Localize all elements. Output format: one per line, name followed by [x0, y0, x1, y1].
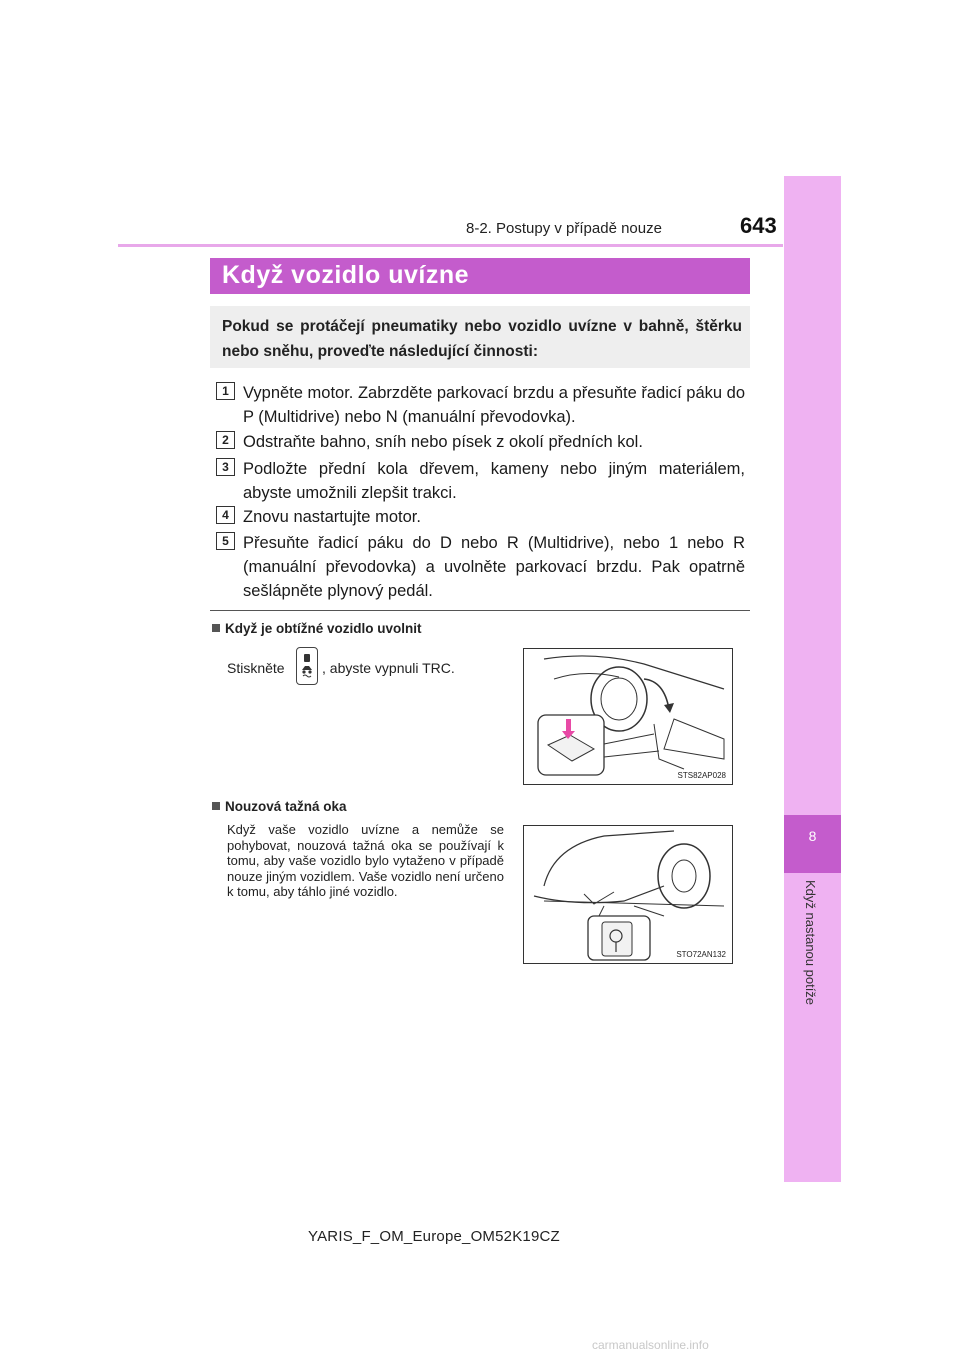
trc-off-button-icon — [296, 647, 318, 685]
section-header: 8-2. Postupy v případě nouze — [466, 220, 662, 237]
figure-label: STS82AP028 — [677, 771, 726, 780]
step-number: 3 — [216, 458, 235, 476]
watermark-text: carmanualsonline.info — [592, 1338, 709, 1352]
step-text: Přesuňte řadicí páku do D nebo R (Multidrive), nebo 1 nebo R (manuální převodovka) a uvolněte parkovací brzdu. Pak opatrně sešlápněte plynový pedál. — [243, 534, 745, 600]
subsection-heading — [212, 799, 347, 814]
page-number: 643 — [740, 213, 777, 238]
header-rule — [118, 244, 783, 247]
chapter-title: Když nastanou potíže — [803, 880, 818, 1006]
trc-instruction-suffix: , abyste vypnuli TRC. — [322, 660, 455, 676]
step-text: Znovu nastartujte motor. — [243, 508, 421, 526]
chapter-number: 8 — [808, 828, 817, 844]
bullet-square-icon — [212, 624, 220, 632]
step-text: Odstraňte bahno, sníh nebo písek z okolí předních kol. — [243, 433, 643, 451]
step-number: 4 — [216, 506, 235, 524]
trc-button-illustration — [523, 648, 733, 785]
trc-instruction-text: Stiskněte — [227, 660, 285, 676]
bullet-square-icon — [212, 802, 220, 810]
subsection-heading-text: Nouzová tažná oka — [225, 799, 347, 814]
tow-eye-illustration — [523, 825, 733, 964]
chapter-tab-marker — [784, 815, 841, 873]
tow-eyes-paragraph: Když vaše vozidlo uvízne a nemůže se pohybovat, nouzová tažná oka se používají k tomu, aby vaše vozidlo bylo vytaženo v případě nouze jiným vozidlem. Vaše vozidlo není určeno k tomu, aby táhlo jiné vozidlo. — [227, 822, 504, 899]
step-text: Podložte přední kola dřevem, kameny nebo jiným materiálem, abyste umožnili zlepšit trakci. — [243, 460, 745, 502]
step-number: 5 — [216, 532, 235, 550]
section-divider — [210, 610, 750, 611]
page-title: Když vozidlo uvízne — [222, 261, 470, 289]
figure-label: STO72AN132 — [676, 950, 726, 959]
document-footer: YARIS_F_OM_Europe_OM52K19CZ — [308, 1228, 560, 1245]
step-text: Vypněte motor. Zabrzděte parkovací brzdu a přesuňte řadicí páku do P (Multidrive) nebo N (manuální převodovka). — [243, 384, 746, 426]
intro-text: Pokud se protáčejí pneumatiky nebo vozidlo uvízne v bahně, štěrku nebo sněhu, proveďte následující činnosti: — [222, 318, 742, 360]
chapter-tab — [784, 176, 841, 1182]
step-number: 1 — [216, 382, 235, 400]
step-number: 2 — [216, 431, 235, 449]
subsection-heading-text: Když je obtížné vozidlo uvolnit — [225, 621, 422, 636]
subsection-heading — [212, 621, 422, 636]
